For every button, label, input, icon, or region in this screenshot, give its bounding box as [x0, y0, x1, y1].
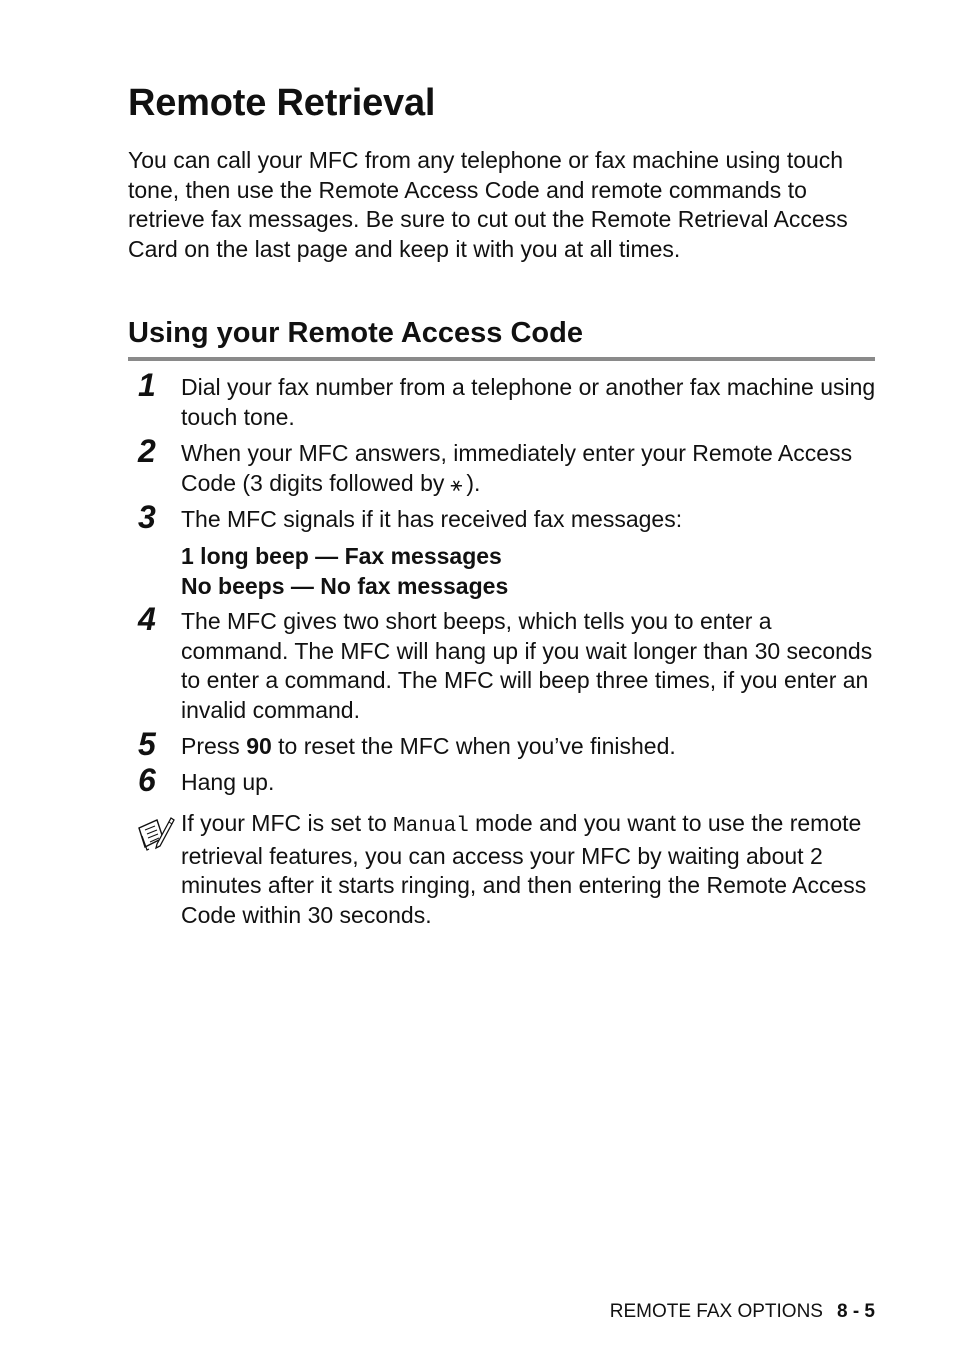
- step-text-part: Press: [181, 733, 240, 759]
- note-text-part: If your MFC is set to: [181, 810, 387, 836]
- step-text: [181, 439, 879, 500]
- note-pad-icon: [135, 814, 175, 856]
- section-title: Using your Remote Access Code: [128, 317, 583, 349]
- footer-page-number: 8 - 5: [836, 1301, 875, 1322]
- note-text-part: mode and you want to use the remote retrieval features, you can access your MFC by waiting about 2 minutes after it starts ringing, and then entering the Remote Access Code within 30 seconds.: [181, 810, 867, 928]
- key-code: 90: [246, 733, 272, 759]
- manual-mode-label: Manual: [393, 815, 469, 838]
- beep-result-line: No beeps — No fax messages: [181, 573, 509, 599]
- step-number: 2: [138, 433, 156, 469]
- footer-chapter: REMOTE FAX OPTIONS: [609, 1301, 823, 1322]
- step-text: [181, 732, 879, 762]
- step-number: 4: [138, 601, 156, 637]
- star-key-icon: ⚹: [450, 473, 463, 496]
- page-title: Remote Retrieval: [128, 82, 436, 124]
- step-text: The MFC gives two short beeps, which tells you to enter a command. The MFC will hang up if you wait longer than 30 seconds to enter a command. The MFC will beep three times, if you enter an invalid command.: [181, 608, 873, 723]
- step-number: 6: [138, 762, 156, 798]
- page-footer: [610, 1300, 875, 1324]
- beep-result-line: 1 long beep — Fax messages: [181, 543, 502, 569]
- section-divider: [128, 357, 875, 361]
- step-number: 5: [138, 726, 156, 762]
- step-text-part: When your MFC answers, immediately enter your Remote Access Code (3 digits followed by: [181, 440, 853, 496]
- step-text-part: ).: [466, 469, 481, 496]
- step-text: The MFC signals if it has received fax messages:: [181, 506, 683, 532]
- note-text: [181, 809, 879, 930]
- step-text: Hang up.: [181, 769, 275, 795]
- step-text-part: to reset the MFC when you’ve finished.: [278, 733, 676, 759]
- step-number: 3: [138, 499, 156, 535]
- step-number: 1: [138, 367, 156, 403]
- step-text: Dial your fax number from a telephone or another fax machine using touch tone.: [181, 374, 876, 430]
- beep-results: [181, 541, 879, 601]
- intro-paragraph: You can call your MFC from any telephone or fax machine using touch tone, then use the Remote Access Code and remote commands to retrieve fax messages. Be sure to cut out the Remote Retrieval Access Card on the last page and keep it with you at all times.: [128, 147, 848, 262]
